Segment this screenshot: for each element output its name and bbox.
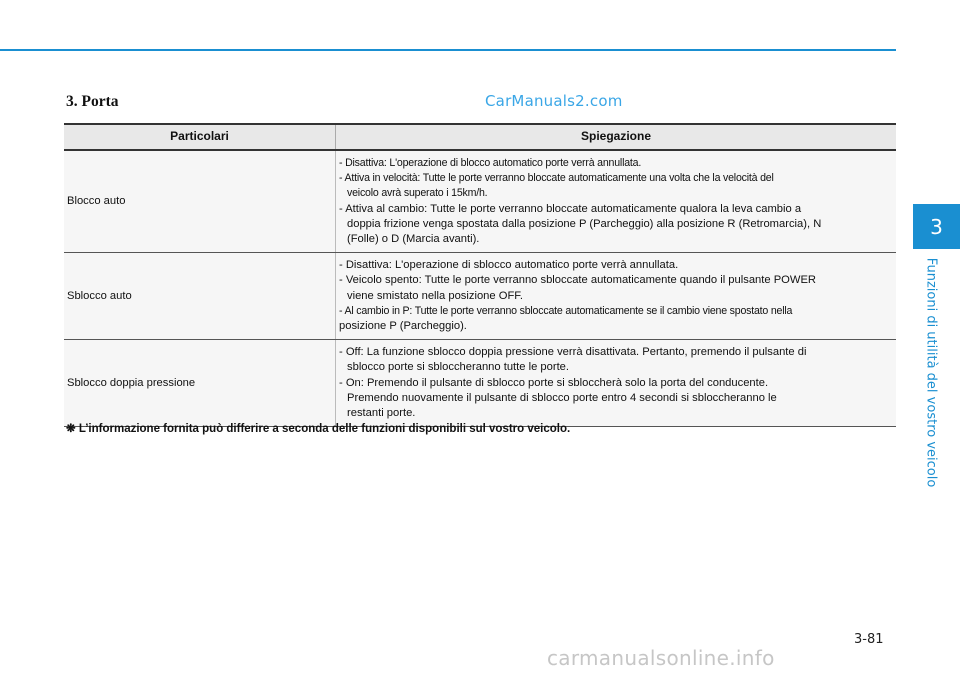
- desc-line: - Attiva al cambio: Tutte le porte verranno bloccate automaticamente qualora la leva cambio a: [339, 202, 802, 215]
- desc-line: viene smistato nella posizione OFF.: [347, 289, 523, 302]
- column-header-spiegazione: Spiegazione: [336, 124, 897, 150]
- page-number: 3-81: [854, 632, 884, 647]
- desc-line: - On: Premendo il pulsante di sblocco porte si sbloccherà solo la porta del conducente.: [339, 376, 769, 389]
- watermark-top: CarManuals2.com: [485, 92, 623, 110]
- row-description: [336, 150, 897, 253]
- desc-line: Premendo nuovamente il pulsante di sblocco porte entro 4 secondi si sbloccheranno le: [347, 391, 777, 404]
- top-divider: [0, 49, 896, 51]
- table-header-row: [64, 124, 896, 150]
- desc-line: - Disattiva: L'operazione di blocco automatico porte verrà annullata.: [339, 157, 642, 169]
- chapter-tab: 3: [913, 204, 960, 249]
- table-row: [64, 253, 896, 340]
- desc-line: - Disattiva: L'operazione di sblocco automatico porte verrà annullata.: [339, 259, 679, 272]
- row-description: [336, 340, 897, 427]
- row-name: Sblocco auto: [64, 253, 336, 340]
- row-description: [336, 253, 897, 340]
- desc-line: - Attiva in velocità: Tutte le porte verranno bloccate automaticamente una volta che la velocità del: [339, 172, 774, 185]
- footnote: ❋ L’informazione fornita può differire a seconda delle funzioni disponibili sul vostro veicolo.: [66, 423, 571, 435]
- column-header-particolari: Particolari: [64, 124, 336, 150]
- chapter-side-label: [902, 252, 960, 492]
- desc-line: - Veicolo spento: Tutte le porte verranno sbloccate automaticamente quando il pulsante POWER: [339, 274, 816, 287]
- desc-line: (Folle) o D (Marcia avanti).: [347, 233, 480, 246]
- desc-line: posizione P (Parcheggio).: [339, 320, 467, 333]
- desc-line: - Off: La funzione sblocco doppia pressione verrà disattivata. Pertanto, premendo il pulsante di: [339, 346, 807, 359]
- desc-line: restanti porte.: [347, 407, 416, 420]
- section-title: 3. Porta: [66, 93, 119, 110]
- chapter-label-text: Funzioni di utilità del vostro veicolo: [923, 257, 939, 487]
- features-table: [64, 123, 896, 427]
- row-name: Sblocco doppia pressione: [64, 340, 336, 427]
- row-name: Blocco auto: [64, 150, 336, 253]
- desc-line: veicolo avrà superato i 15km/h.: [347, 187, 488, 200]
- desc-line: - Al cambio in P: Tutte le porte verranno sbloccate automaticamente se il cambio viene spostato nella: [339, 304, 793, 317]
- watermark-bottom: carmanualsonline.info: [547, 646, 775, 670]
- desc-line: sblocco porte si sbloccheranno tutte le porte.: [347, 361, 570, 374]
- desc-line: doppia frizione venga spostata dalla posizione P (Parcheggio) alla posizione R (Retromarcia), N: [347, 217, 822, 230]
- table-row: [64, 150, 896, 253]
- table-row: [64, 340, 896, 427]
